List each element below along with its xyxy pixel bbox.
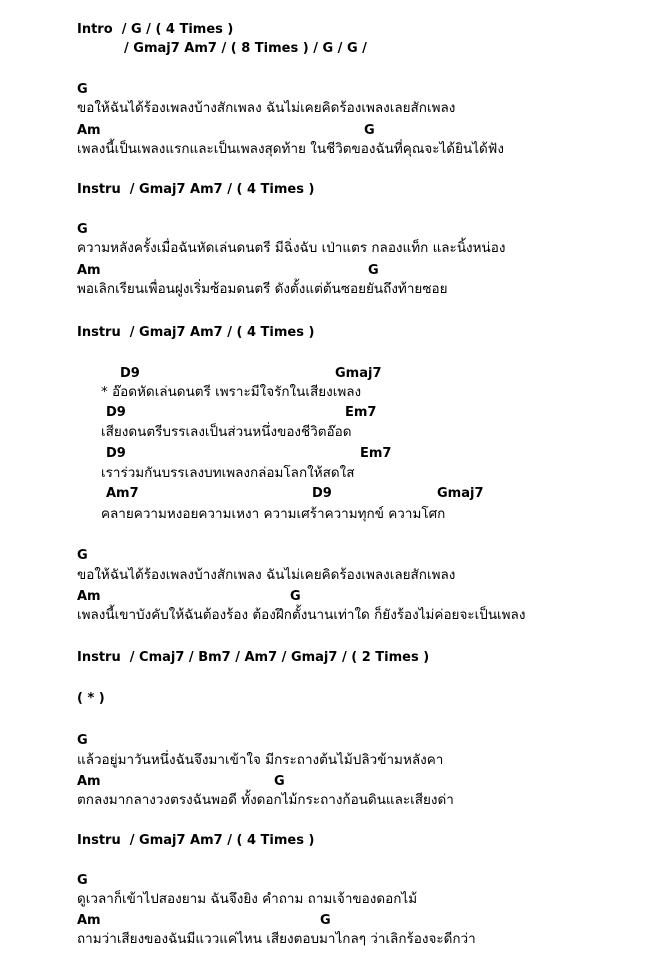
- chord-label: D9: [106, 446, 126, 461]
- instrumental-line: Instru / Gmaj7 Am7 / ( 4 Times ): [77, 182, 315, 197]
- chord-label: D9: [106, 405, 126, 420]
- lyric-line: พอเลิกเรียนเพื่อนฝูงเริ่มซ้อมดนตรี ดังตั้งแต่ต้นซอยยันถึงท้ายซอย: [77, 281, 448, 297]
- lyric-line: เพลงนี้เป็นเพลงแรกและเป็นเพลงสุดท้าย ในชีวิตของฉันที่คุณจะได้ยินได้ฟัง: [77, 141, 504, 157]
- chord-label: Gmaj7: [437, 486, 484, 501]
- lyric-line: ถามว่าเสียงของฉันมีแววแค่ไหน เสียงตอบมาไกลๆ ว่าเลิกร้องจะดีกว่า: [77, 931, 476, 947]
- chord-label: G: [77, 82, 88, 97]
- intro-line-2: / Gmaj7 Am7 / ( 8 Times ) / G / G /: [124, 41, 367, 56]
- lyric-line: ขอให้ฉันได้ร้องเพลงบ้างสักเพลง ฉันไม่เคยคิดร้องเพลงเลยสักเพลง: [77, 567, 456, 583]
- lyric-line: คลายความหงอยความเหงา ความเศร้าความทุกข์ ความโศก: [101, 506, 446, 522]
- instrumental-line: Instru / Gmaj7 Am7 / ( 4 Times ): [77, 833, 315, 848]
- lyric-line: เสียงดนตรีบรรเลงเป็นส่วนหนึ่งของชีวิตอ๊อด: [101, 424, 352, 440]
- lyric-line: เราร่วมกันบรรเลงบทเพลงกล่อมโลกให้สดใส: [101, 465, 355, 481]
- chord-label: G: [368, 263, 379, 278]
- lyric-line: ดูเวลาก็เข้าไปสองยาม ฉันจึงยิง คำถาม ถามเจ้าของดอกไม้: [77, 891, 418, 907]
- intro-line: Intro / G / ( 4 Times ): [77, 22, 234, 37]
- instrumental-line: Instru / Gmaj7 Am7 / ( 4 Times ): [77, 325, 315, 340]
- chord-label: Am: [77, 263, 101, 278]
- chord-label: G: [77, 873, 88, 888]
- chord-label: D9: [312, 486, 332, 501]
- chord-label: D9: [120, 366, 140, 381]
- lyric-line: ความหลังครั้งเมื่อฉันหัดเล่นดนตรี มีฉิ่งฉับ เป่าแตร กลองแท็ก และนิ้งหน่อง: [77, 240, 506, 256]
- chord-label: Am: [77, 123, 101, 138]
- chord-label: G: [274, 774, 285, 789]
- chord-label: Am: [77, 589, 101, 604]
- lyric-line: ตกลงมากลางวงตรงฉันพอดี ทั้งดอกไม้กระถางก้อนดินและเสียงด่า: [77, 792, 454, 808]
- repeat-chorus-marker: ( * ): [77, 691, 105, 706]
- chord-label: G: [364, 123, 375, 138]
- lyric-line: * อ๊อดหัดเล่นดนตรี เพราะมีใจรักในเสียงเพลง: [101, 384, 362, 400]
- chord-label: Am: [77, 774, 101, 789]
- chord-label: Am7: [106, 486, 139, 501]
- lyric-line: เพลงนี้เขาบังคับให้ฉันต้องร้อง ต้องฝึกตั้งนานเท่าใด ก็ยังร้องไม่ค่อยจะเป็นเพลง: [77, 607, 526, 623]
- chord-label: G: [77, 733, 88, 748]
- chord-label: Em7: [345, 405, 377, 420]
- chord-label: Gmaj7: [335, 366, 382, 381]
- chord-label: G: [77, 222, 88, 237]
- lyric-line: ขอให้ฉันได้ร้องเพลงบ้างสักเพลง ฉันไม่เคยคิดร้องเพลงเลยสักเพลง: [77, 100, 456, 116]
- instrumental-line: Instru / Cmaj7 / Bm7 / Am7 / Gmaj7 / ( 2 Times ): [77, 650, 430, 665]
- chord-label: G: [290, 589, 301, 604]
- chord-label: Em7: [360, 446, 392, 461]
- chord-label: G: [77, 548, 88, 563]
- lyric-line: แล้วอยู่มาวันหนึ่งฉันจึงมาเข้าใจ มีกระถางต้นไม้ปลิวข้ามหลังคา: [77, 752, 444, 768]
- chord-label: Am: [77, 913, 101, 928]
- chord-label: G: [320, 913, 331, 928]
